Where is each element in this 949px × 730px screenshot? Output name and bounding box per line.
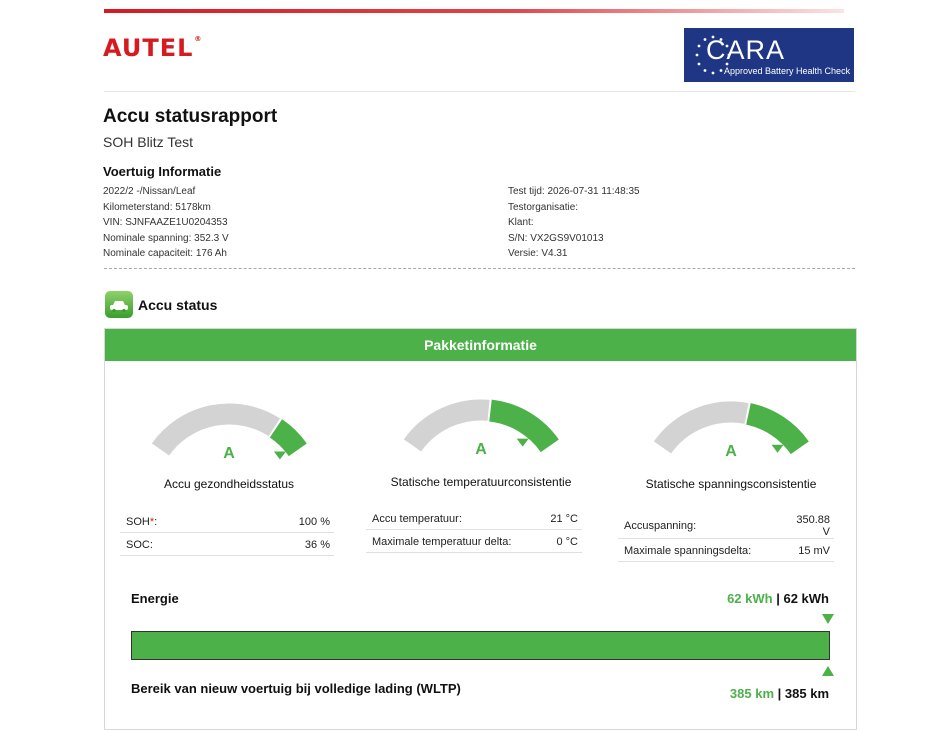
energy-bar-fill (132, 632, 829, 659)
vehicle-info-title: Voertuig Informatie (103, 164, 222, 179)
health-metrics (120, 510, 334, 556)
metric-row-max-temperature-delta (366, 530, 582, 553)
gauge-track (151, 403, 281, 456)
temperature-gauge-label: Statische temperatuurconsistentie (390, 475, 572, 489)
vehicle-info-right (508, 184, 640, 262)
report-subtitle: SOH Blitz Test (103, 134, 193, 150)
range-value: 385 km | 385 km (729, 686, 829, 701)
temperature-metrics (366, 507, 582, 553)
top-accent-bar (104, 9, 844, 13)
voltage-gauge (622, 378, 840, 458)
report-title: Accu statusrapport (103, 106, 278, 127)
test-organisation: Testorganisatie: (508, 201, 579, 213)
temperature-gauge (372, 376, 590, 456)
section-divider (104, 268, 855, 269)
metric-key: Maximale spanningsdelta: (624, 545, 752, 557)
gauge-pointer (517, 439, 529, 447)
gauge-pointer (274, 451, 286, 459)
energy-label: Energie (131, 591, 179, 606)
metric-row-soh (120, 510, 334, 533)
energy-value: 62 kWh | 62 kWh (727, 591, 829, 606)
gauge-grade: A (223, 445, 235, 460)
metric-value: 15 mV (798, 545, 830, 557)
metric-key: Maximale temperatuur delta: (372, 536, 512, 548)
gauge-grade: A (725, 443, 737, 458)
cara-logo (684, 28, 854, 82)
battery-status-title: Accu status (138, 297, 218, 313)
pack-info-header: Pakketinformatie (105, 329, 856, 361)
range-label: Bereik van nieuw voertuig bij volledige lading (WLTP) (131, 681, 461, 696)
voltage-metrics (618, 510, 834, 562)
metric-key: Accuspanning: (624, 520, 697, 532)
autel-logo: AUTEL® (103, 34, 202, 62)
header-divider (104, 91, 855, 92)
test-time: Test tijd: 2026-07-31 11:48:35 (508, 186, 640, 197)
metric-value: 100 % (298, 516, 330, 528)
metric-value: 36 % (304, 539, 330, 551)
voltage-gauge-label: Statische spanningsconsistentie (645, 477, 817, 491)
vehicle-model: 2022/2 -/Nissan/Leaf (103, 186, 196, 197)
cara-tagline: Approved Battery Health Check (724, 66, 851, 76)
vehicle-mileage: Kilometerstand: 5178km (103, 201, 211, 213)
metric-value: 21 °C (550, 513, 578, 525)
metric-row-max-voltage-delta (618, 539, 834, 562)
metric-key: SOH*: (126, 516, 158, 528)
vehicle-nominal-voltage: Nominale spanning: 352.3 V (103, 232, 229, 244)
customer: Klant: (508, 217, 534, 228)
metric-row-soc (120, 533, 334, 556)
energy-bar (131, 631, 830, 660)
software-version: Versie: V4.31 (508, 248, 568, 259)
health-gauge-label: Accu gezondheidsstatus (163, 477, 295, 491)
health-gauge (120, 380, 338, 460)
serial-number: S/N: VX2GS9V01013 (508, 232, 604, 244)
energy-marker-bottom (822, 666, 834, 676)
gauge-grade: A (475, 441, 487, 456)
metric-row-battery-voltage (618, 510, 834, 539)
metric-key: SOC: (126, 539, 153, 551)
vehicle-info-left (103, 184, 229, 262)
metric-value: 350.88 V (796, 514, 830, 538)
cara-wordmark: CARA (706, 35, 786, 65)
vehicle-nominal-capacity: Nominale capaciteit: 176 Ah (103, 248, 227, 259)
metric-value: 0 °C (556, 536, 578, 548)
battery-car-icon (105, 291, 133, 318)
metric-row-battery-temperature (366, 507, 582, 530)
energy-marker-top (822, 614, 834, 624)
gauge-pointer (772, 445, 784, 453)
metric-key: Accu temperatuur: (372, 513, 462, 525)
vehicle-vin: VIN: SJNFAAZE1U0204353 (103, 217, 228, 228)
